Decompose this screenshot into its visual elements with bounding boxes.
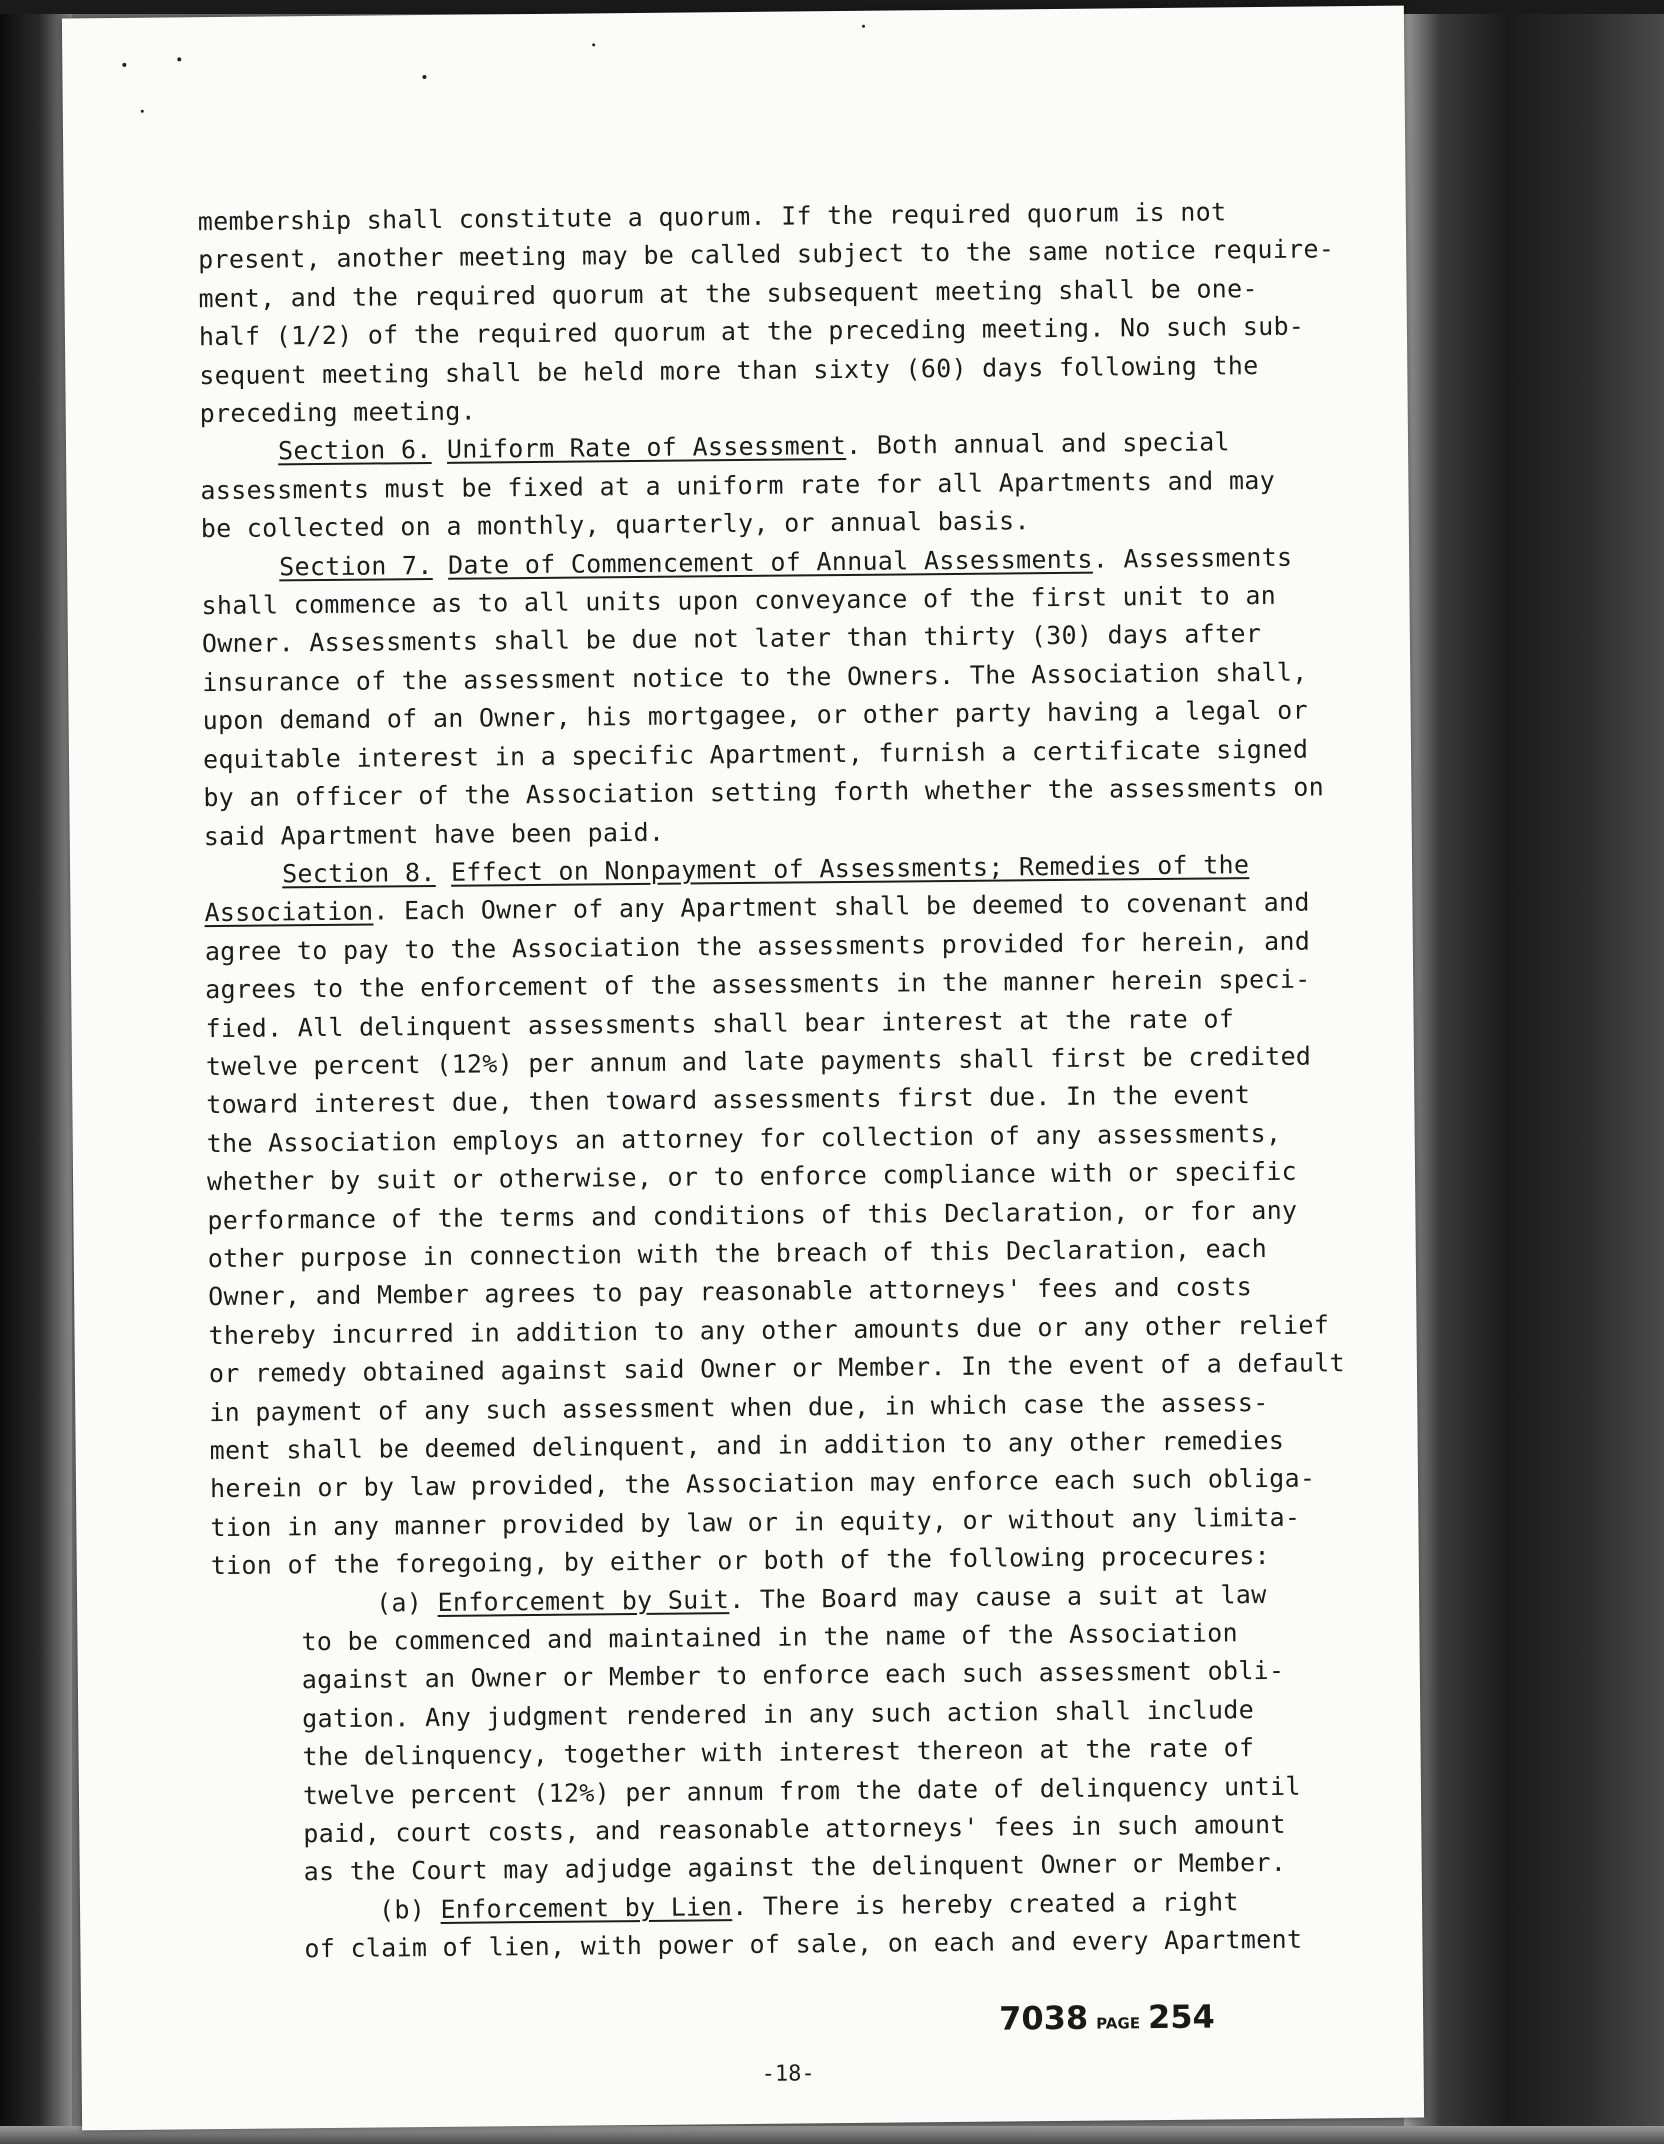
section-7-label: Section 7.	[279, 550, 433, 582]
subsection-b	[214, 1882, 1345, 1970]
section-7-first-line-text: . Assessments	[1092, 542, 1293, 574]
subsection-a-heading: Enforcement by Suit	[437, 1584, 730, 1617]
text-line: fied. All delinquent assessments shall bear interest at the rate of	[205, 1003, 1235, 1043]
text-line: said Apartment have been paid.	[203, 817, 665, 851]
subsection-b-heading: Enforcement by Lien	[440, 1892, 733, 1924]
paragraph-quorum	[197, 192, 1335, 433]
section-7	[201, 538, 1334, 856]
text-line: agree to pay to the Association the assessments provided for herein, and	[204, 926, 1311, 966]
section-8	[204, 845, 1345, 1586]
text-line: upon demand of an Owner, his mortgagee, or other party having a legal or	[202, 695, 1309, 736]
document-body	[198, 192, 1345, 1969]
text-line: the Association employs an attorney for collection of any assessments,	[206, 1118, 1282, 1158]
scan-speck	[177, 57, 181, 61]
recording-page-label: PAGE	[1096, 2014, 1141, 2033]
text-line: in payment of any such assessment when due, in which case the assess-	[209, 1387, 1269, 1427]
subsection-a-label: (a)	[375, 1587, 423, 1618]
text-line: be collected on a monthly, quarterly, or annual basis.	[200, 506, 1030, 544]
text-line: the delinquency, together with interest thereon at the rate of	[302, 1733, 1255, 1772]
document-page	[62, 6, 1424, 2131]
section-8-heading-continued: Association	[204, 896, 374, 928]
text-line: whether by suit or otherwise, or to enforce compliance with or specific	[206, 1156, 1298, 1197]
text-line: of claim of lien, with power of sale, on each and every Apartment	[304, 1924, 1303, 1964]
scan-border-left	[0, 0, 72, 2144]
text-line: paid, court costs, and reasonable attorneys' fees in such amount	[303, 1809, 1286, 1849]
text-line: tion in any manner provided by law or in equity, or without any limita-	[210, 1502, 1301, 1542]
section-6-first-line-text: . Both annual and special	[845, 427, 1230, 461]
text-line: insurance of the assessment notice to the Owners. The Association shall,	[202, 657, 1308, 698]
text-line: ment, and the required quorum at the subsequent meeting shall be one-	[198, 273, 1258, 314]
section-7-heading: Date of Commencement of Annual Assessments	[447, 544, 1093, 580]
section-8-label: Section 8.	[281, 857, 436, 889]
text-line: herein or by law provided, the Association may enforce each such obliga-	[209, 1463, 1316, 1504]
text-line: against an Owner or Member to enforce each such assessment obli-	[301, 1656, 1285, 1695]
recording-book-number: 7038	[998, 1998, 1089, 2038]
text-line: other purpose in connection with the breach of this Declaration, each	[207, 1233, 1268, 1274]
text-line: twelve percent (12%) per annum and late payments shall first be credited	[205, 1041, 1312, 1082]
text-line: present, another meeting may be called subject to the same notice require-	[198, 234, 1335, 275]
text-line: agrees to the enforcement of the assessments in the manner herein speci-	[205, 964, 1311, 1005]
subsection-a-first-line-text: . The Board may cause a suit at law	[729, 1579, 1267, 1614]
text-line: by an officer of the Association setting forth whether the assessments on	[203, 772, 1325, 813]
section-6	[200, 423, 1331, 549]
text-line: Owner, and Member agrees to pay reasonable attorneys' fees and costs	[208, 1272, 1253, 1312]
text-line: preceding meeting.	[199, 396, 477, 429]
text-line: equitable interest in a specific Apartment, furnish a certificate signed	[202, 734, 1309, 774]
text-line: performance of the terms and conditions of this Declaration, or for any	[207, 1195, 1298, 1235]
text-line: thereby incurred in addition to any other amounts due or any other relief	[208, 1310, 1330, 1350]
scan-speck	[122, 63, 126, 67]
text-line: sequent meeting shall be held more than sixty (60) days following the	[199, 350, 1259, 390]
text-line: to be commenced and maintained in the name of the Association	[301, 1618, 1239, 1657]
text-line: as the Court may adjudge against the delinquent Owner or Member.	[303, 1848, 1287, 1887]
section-8-second-line-text: . Each Owner of any Apartment shall be deemed to covenant and	[373, 887, 1310, 926]
page-number: -18-	[761, 2061, 815, 2087]
text-line: assessments must be fixed at a uniform rate for all Apartments and may	[200, 465, 1276, 506]
section-8-heading: Effect on Nonpayment of Assessments; Remedies of the	[450, 850, 1250, 887]
recording-stamp	[999, 1998, 1215, 2038]
text-line: toward interest due, then toward assessments first due. In the event	[206, 1080, 1251, 1120]
scan-border-right	[1404, 0, 1664, 2144]
text-line: membership shall constitute a quorum. If the required quorum is not	[197, 197, 1227, 237]
subsection-b-label: (b)	[378, 1894, 426, 1925]
section-6-heading: Uniform Rate of Assessment	[446, 431, 847, 465]
scan-speck	[592, 43, 595, 46]
recording-page-number: 254	[1147, 1997, 1215, 2037]
text-line: half (1/2) of the required quorum at the preceding meeting. No such sub-	[198, 311, 1305, 352]
scan-speck	[141, 110, 144, 113]
text-line: tion of the foregoing, by either or both of the following procecures:	[210, 1541, 1271, 1581]
text-line: or remedy obtained against said Owner or Member. In the event of a default	[208, 1348, 1345, 1389]
text-line: twelve percent (12%) per annum from the date of delinquency until	[302, 1771, 1301, 1810]
text-line: ment shall be deemed delinquent, and in addition to any other remedies	[209, 1425, 1285, 1466]
scan-speck	[422, 75, 426, 79]
section-6-label: Section 6.	[277, 435, 432, 466]
text-line: Owner. Assessments shall be due not later than thirty (30) days after	[201, 619, 1262, 659]
subsection-b-first-line-text: . There is hereby created a right	[732, 1887, 1239, 1922]
text-line: gation. Any judgment rendered in any such action shall include	[302, 1694, 1255, 1734]
scan-speck	[862, 25, 865, 28]
subsection-a	[211, 1575, 1344, 1893]
text-line: shall commence as to all units upon conveyance of the first unit to an	[201, 580, 1277, 621]
